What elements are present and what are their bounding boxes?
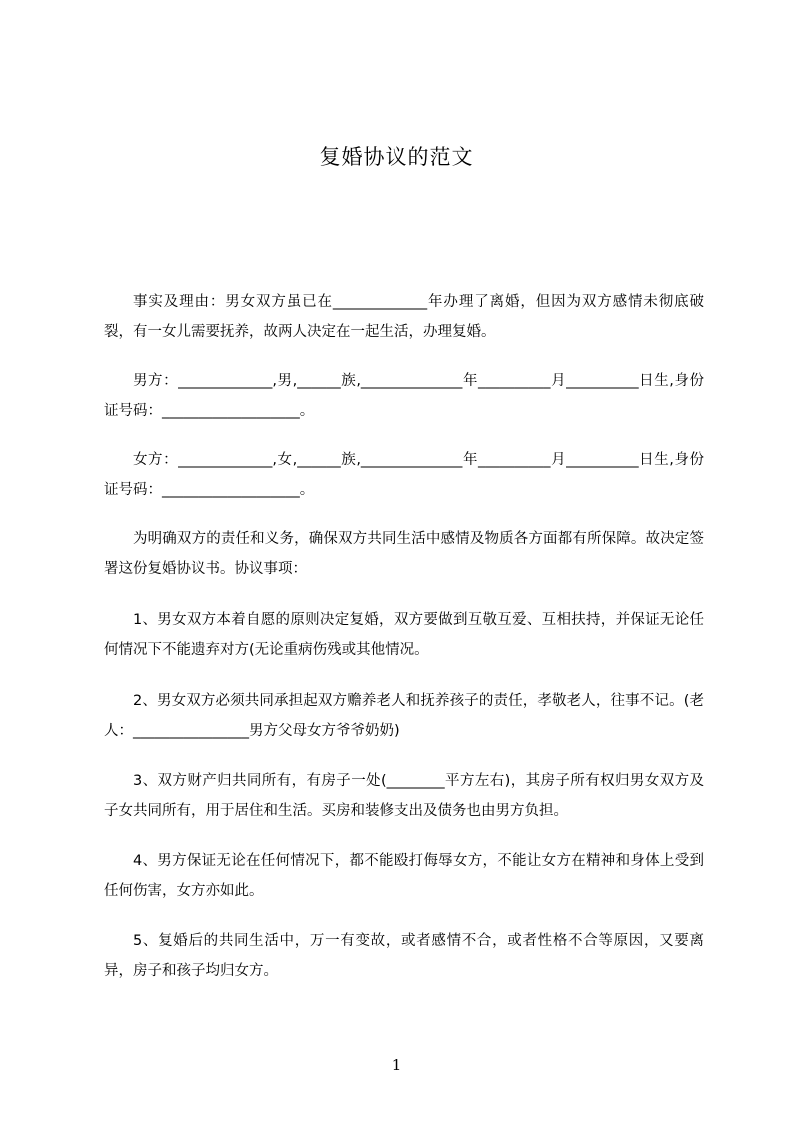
paragraph-male-party: 男方：_____________,男,______族,______________年__________月__________日生,身份证号码：___________________。 bbox=[104, 373, 704, 419]
paragraph-clause-4: 4、男方保证无论在任何情况下，都不能殴打侮辱女方，不能让女方在精神和身体上受到任何伤害，女方亦如此。 bbox=[104, 853, 704, 899]
paragraph-clause-1: 1、男女双方本着自愿的原则决定复婚，双方要做到互敬互爱、互相扶持，并保证无论任何情况下不能遗弃对方(无论重病伤残或其他情况。 bbox=[104, 612, 704, 658]
paragraph-purpose: 为明确双方的责任和义务，确保双方共同生活中感情及物质各方面都有所保障。故决定签署这份复婚协议书。协议事项： bbox=[104, 531, 704, 577]
paragraph-female-party: 女方：_____________,女,______族,______________年__________月__________日生,身份证号码：___________________。 bbox=[104, 452, 704, 498]
paragraph-clause-3: 3、双方财产归共同所有，有房子一处(________平方左右)，其房子所有权归男女双方及子女共同所有，用于居住和生活。买房和装修支出及债务也由男方负担。 bbox=[104, 773, 704, 819]
document-title: 复婚协议的范文 bbox=[319, 145, 474, 169]
paragraph-clause-5: 5、复婚后的共同生活中，万一有变故，或者感情不合，或者性格不合等原因，又要离异，房子和孩子均归女方。 bbox=[104, 933, 704, 979]
paragraph-facts-and-reasons: 事实及理由：男女双方虽已在_____________年办理了离婚，但因为双方感情未彻底破裂，有一女儿需要抚养，故两人决定在一起生活，办理复婚。 bbox=[104, 294, 704, 340]
paragraph-clause-2: 2、男女双方必须共同承担起双方赡养老人和抚养孩子的责任，孝敬老人，往事不记。(老人：________________男方父母女方爷爷奶奶) bbox=[104, 693, 704, 739]
page-number: 1 bbox=[391, 1056, 402, 1074]
